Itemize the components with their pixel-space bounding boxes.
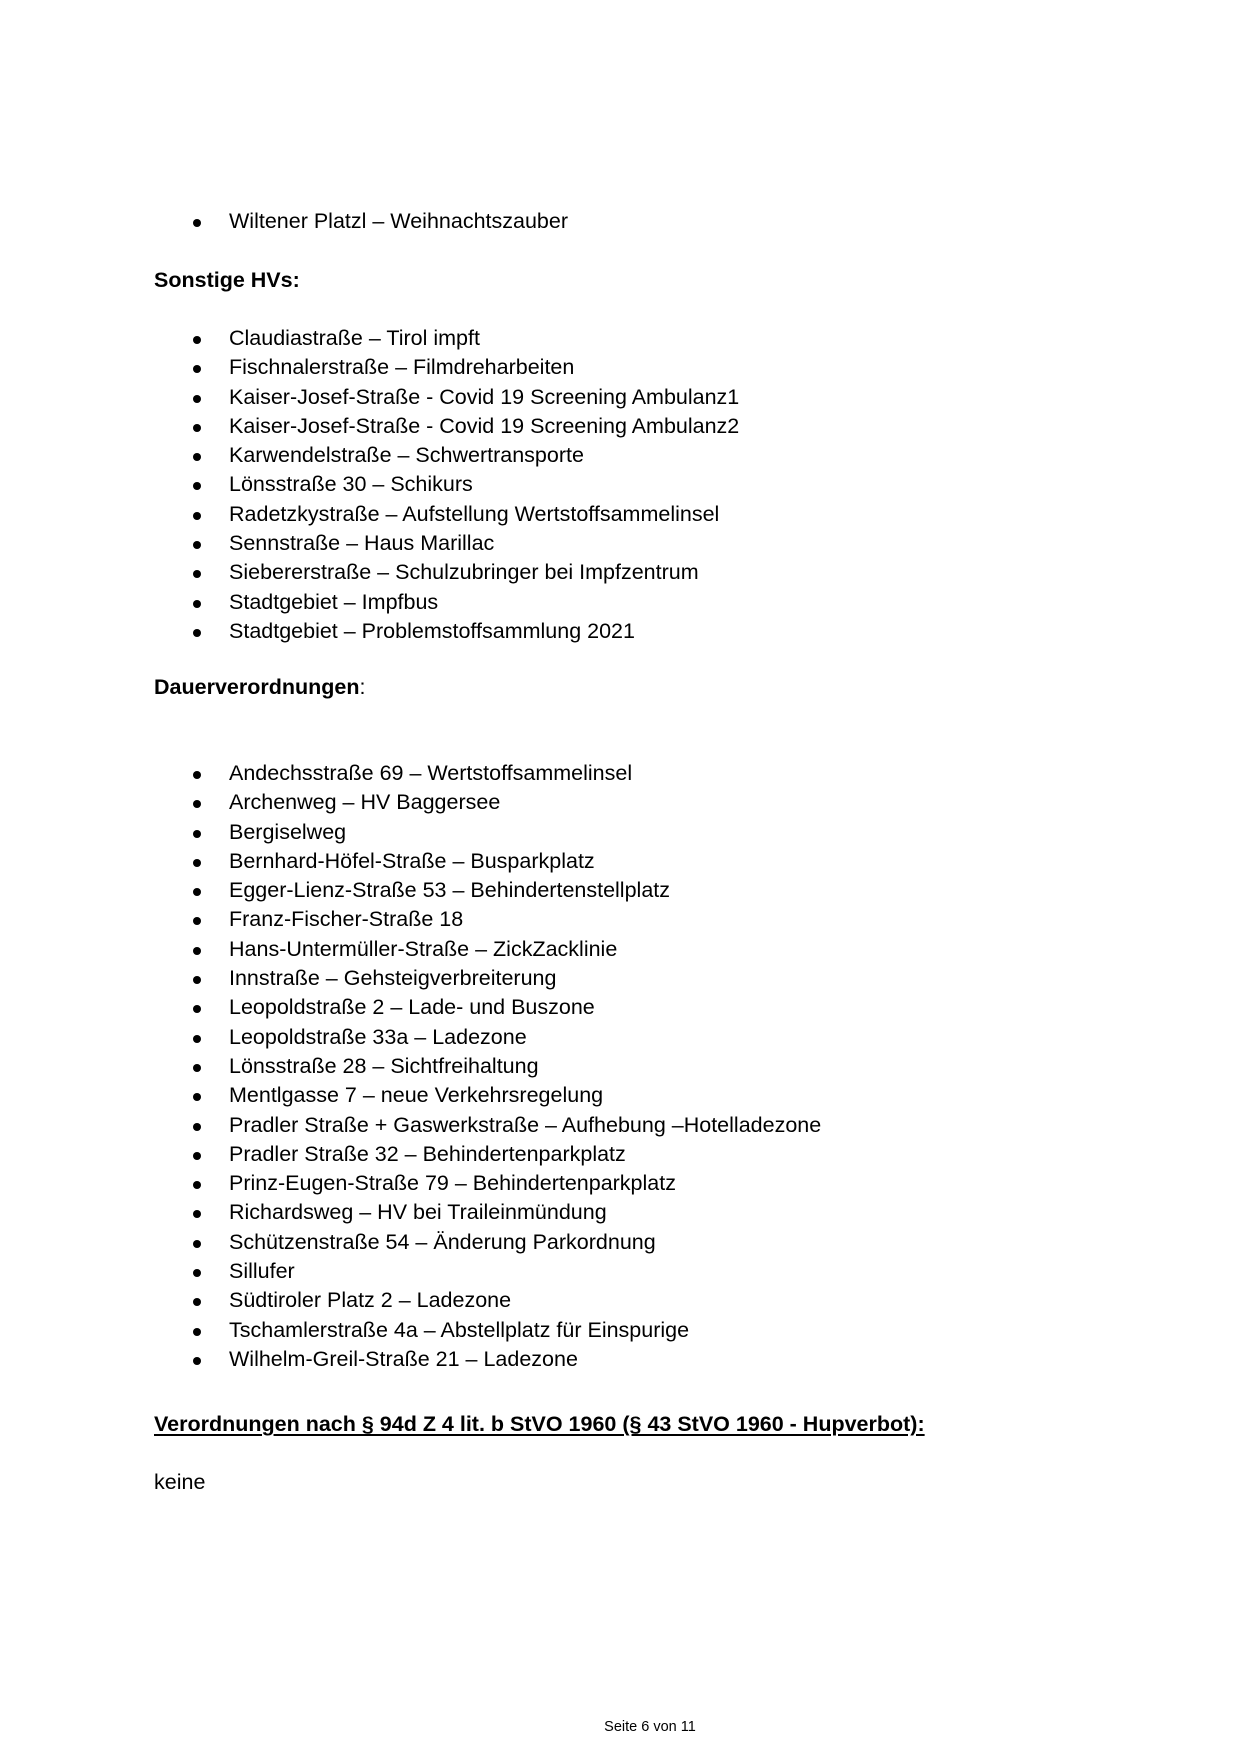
sonstige-bullet-list — [0, 324, 739, 646]
list-item-text: Bernhard-Höfel-Straße – Busparkplatz — [229, 848, 595, 873]
bullet-icon — [193, 1152, 201, 1160]
list-item-text: Prinz-Eugen-Straße 79 – Behindertenparkplatz — [229, 1171, 676, 1196]
list-item-text: Leopoldstraße 2 – Lade- und Buszone — [229, 995, 595, 1020]
list-item — [0, 1198, 821, 1227]
list-item — [0, 441, 739, 470]
list-item — [0, 1286, 821, 1315]
list-item — [0, 1316, 821, 1345]
bullet-icon — [193, 1093, 201, 1101]
bullet-icon — [193, 482, 201, 490]
bullet-icon — [193, 771, 201, 779]
hupverbot-text: keine — [154, 1470, 206, 1494]
list-item-text: Stadtgebiet – Impfbus — [229, 589, 439, 614]
bullet-icon — [193, 629, 201, 637]
bullet-icon — [193, 541, 201, 549]
list-item-text: Lönsstraße 30 – Schikurs — [229, 472, 473, 497]
list-item-text: Bergiselweg — [229, 819, 347, 844]
list-item-text: Wilhelm-Greil-Straße 21 – Ladezone — [229, 1346, 578, 1371]
list-item-text: Kaiser-Josef-Straße - Covid 19 Screening Ambulanz1 — [229, 384, 740, 409]
list-item-text: Mentlgasse 7 – neue Verkehrsregelung — [229, 1083, 604, 1108]
bullet-icon — [193, 1298, 201, 1306]
list-item — [0, 1257, 821, 1286]
list-item-text: Egger-Lienz-Straße 53 – Behindertenstellplatz — [229, 878, 671, 903]
bullet-icon — [193, 1123, 201, 1131]
list-item-text: Sillufer — [229, 1259, 295, 1284]
list-item — [0, 905, 821, 934]
dauer-heading-label: Dauerverordnungen — [154, 675, 360, 699]
list-item — [0, 1052, 821, 1081]
bullet-icon — [193, 976, 201, 984]
list-item-text: Archenweg – HV Baggersee — [229, 790, 501, 815]
dauer-heading-colon: : — [359, 675, 366, 699]
list-item — [0, 558, 739, 587]
bullet-icon — [193, 219, 201, 227]
list-item — [0, 412, 739, 441]
list-item — [0, 529, 739, 558]
bullet-icon — [193, 917, 201, 925]
list-item — [0, 617, 739, 646]
list-item-text: Richardsweg – HV bei Traileinmündung — [229, 1200, 607, 1225]
bullet-icon — [193, 1357, 201, 1365]
list-item-text: Siebererstraße – Schulzubringer bei Impfzentrum — [229, 560, 699, 585]
bullet-icon — [193, 453, 201, 461]
list-item — [0, 1023, 821, 1052]
list-item — [0, 876, 821, 905]
top-bullet-list — [0, 207, 568, 236]
bullet-icon — [193, 1328, 201, 1336]
list-item — [0, 383, 739, 412]
list-item — [0, 1140, 821, 1169]
list-item-text: Wiltener Platzl – Weihnachtszauber — [229, 209, 568, 233]
bullet-icon — [193, 1240, 201, 1248]
list-item-text: Lönsstraße 28 – Sichtfreihaltung — [229, 1053, 539, 1078]
bullet-icon — [193, 424, 201, 432]
bullet-icon — [193, 1035, 201, 1043]
bullet-icon — [193, 1269, 201, 1277]
list-item — [0, 1169, 821, 1198]
list-item — [0, 935, 821, 964]
bullet-icon — [193, 1210, 201, 1218]
list-item-text: Südtiroler Platz 2 – Ladezone — [229, 1288, 512, 1313]
list-item-text: Hans-Untermüller-Straße – ZickZacklinie — [229, 936, 618, 961]
list-item — [0, 1228, 821, 1257]
list-item-text: Radetzkystraße – Aufstellung Wertstoffsammelinsel — [229, 501, 720, 526]
list-item — [0, 964, 821, 993]
bullet-icon — [193, 600, 201, 608]
list-item — [0, 1345, 821, 1374]
list-item — [0, 1111, 821, 1140]
list-item — [0, 353, 739, 382]
dauer-bullet-list — [0, 759, 821, 1374]
bullet-icon — [193, 365, 201, 373]
list-item — [0, 1081, 821, 1110]
list-item-text: Pradler Straße + Gaswerkstraße – Aufhebung –Hotelladezone — [229, 1112, 822, 1137]
bullet-icon — [193, 830, 201, 838]
list-item — [0, 500, 739, 529]
list-item — [0, 207, 568, 236]
list-item-text: Claudiastraße – Tirol impft — [229, 326, 480, 350]
list-item — [0, 588, 739, 617]
list-item-text: Karwendelstraße – Schwertransporte — [229, 443, 584, 468]
list-item-text: Franz-Fischer-Straße 18 — [229, 907, 464, 932]
list-item-text: Kaiser-Josef-Straße - Covid 19 Screening Ambulanz2 — [229, 413, 740, 438]
list-item-text: Schützenstraße 54 – Änderung Parkordnung — [229, 1229, 656, 1254]
list-item — [0, 324, 739, 353]
list-item — [0, 788, 821, 817]
list-item — [0, 847, 821, 876]
bullet-icon — [193, 888, 201, 896]
list-item-text: Sennstraße – Haus Marillac — [229, 531, 495, 556]
list-item — [0, 759, 821, 788]
bullet-icon — [193, 859, 201, 867]
hupverbot-heading: Verordnungen nach § 94d Z 4 lit. b StVO 1960 (§ 43 StVO 1960 - Hupverbot): — [154, 1412, 925, 1436]
bullet-icon — [193, 570, 201, 578]
list-item-text: Leopoldstraße 33a – Ladezone — [229, 1024, 527, 1049]
dauer-heading — [154, 673, 365, 702]
list-item-text: Tschamlerstraße 4a – Abstellplatz für Einspurige — [229, 1317, 690, 1342]
bullet-icon — [193, 336, 201, 344]
sonstige-heading: Sonstige HVs: — [154, 268, 300, 292]
list-item-text: Fischnalerstraße – Filmdreharbeiten — [229, 355, 575, 380]
list-item — [0, 993, 821, 1022]
bullet-icon — [193, 395, 201, 403]
bullet-icon — [193, 800, 201, 808]
list-item-text: Stadtgebiet – Problemstoffsammlung 2021 — [229, 618, 635, 643]
bullet-icon — [193, 1181, 201, 1189]
list-item — [0, 818, 821, 847]
list-item — [0, 470, 739, 499]
bullet-icon — [193, 947, 201, 955]
list-item-text: Innstraße – Gehsteigverbreiterung — [229, 966, 557, 991]
bullet-icon — [193, 1005, 201, 1013]
list-item-text: Pradler Straße 32 – Behindertenparkplatz — [229, 1141, 626, 1166]
bullet-icon — [193, 512, 201, 520]
bullet-icon — [193, 1064, 201, 1072]
page-number: Seite 6 von 11 — [604, 1719, 696, 1735]
list-item-text: Andechsstraße 69 – Wertstoffsammelinsel — [229, 761, 633, 785]
